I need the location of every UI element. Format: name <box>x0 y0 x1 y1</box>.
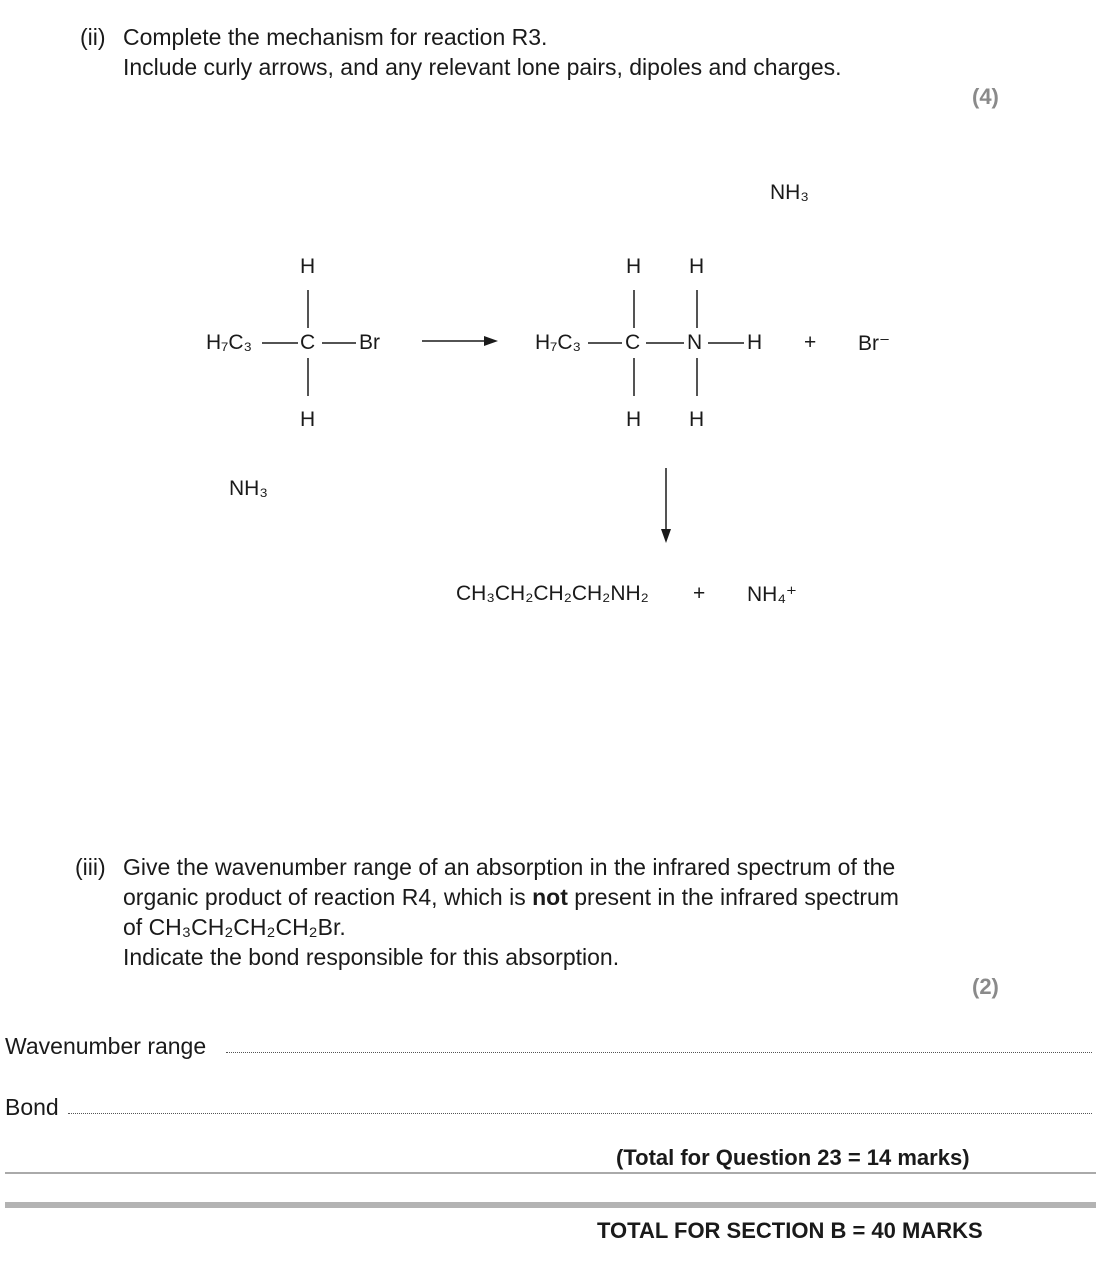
product-plus: + <box>693 582 706 605</box>
intermediate-carbon: C <box>625 331 641 354</box>
reactant-group: H₇C₃ <box>206 331 253 354</box>
reactant-h-top: H <box>300 255 316 278</box>
part-ii-line1: Complete the mechanism for reaction R3. <box>123 24 548 50</box>
part-iii-line3: of CH₃CH₂CH₂CH₂Br. <box>123 914 346 940</box>
reactant-bromine: Br <box>359 331 380 354</box>
mechanism-diagram <box>0 150 1098 790</box>
part-iii-line2: organic product of reaction R4, which is not present in the infrared spectrum <box>123 884 899 910</box>
reactant-carbon: C <box>300 331 316 354</box>
section-total: TOTAL FOR SECTION B = 40 MARKS <box>597 1218 983 1243</box>
reactant-h-bottom: H <box>300 408 316 431</box>
part-ii-marks: (4) <box>972 84 999 109</box>
product-ammonium: NH₄⁺ <box>747 583 797 606</box>
nucleophile-top: NH₃ <box>770 181 809 204</box>
intermediate-plus: + <box>804 331 817 354</box>
part-iii-line1: Give the wavenumber range of an absorption in the infrared spectrum of the <box>123 854 896 880</box>
intermediate-nitrogen: N <box>687 331 703 354</box>
bond-label: Bond <box>5 1094 59 1120</box>
bromide-ion: Br⁻ <box>858 332 891 355</box>
part-iii-line4: Indicate the bond responsible for this absorption. <box>123 944 620 970</box>
part-ii-number: (ii) <box>80 24 106 50</box>
reaction-arrow-head <box>484 336 498 346</box>
intermediate-h-n-top: H <box>689 255 705 278</box>
down-arrow-head <box>661 529 671 543</box>
part-iii-number: (iii) <box>75 854 106 880</box>
intermediate-h-c-top: H <box>626 255 642 278</box>
part-iii-question <box>75 852 975 970</box>
part-ii-line2: Include curly arrows, and any relevant lone pairs, dipoles and charges. <box>123 54 842 80</box>
part-ii-question <box>80 22 980 80</box>
intermediate-group: H₇C₃ <box>535 331 582 354</box>
section-divider <box>5 1202 1096 1208</box>
wavenumber-label: Wavenumber range <box>5 1033 207 1059</box>
nucleophile-left: NH₃ <box>229 477 268 500</box>
product-amine: CH₃CH₂CH₂CH₂NH₂ <box>456 582 649 605</box>
part-iii-marks: (2) <box>972 974 999 999</box>
question-total: (Total for Question 23 = 14 marks) <box>616 1145 970 1170</box>
intermediate-h-right: H <box>747 331 763 354</box>
intermediate-h-c-bottom: H <box>626 408 642 431</box>
wavenumber-answer-line[interactable] <box>226 1052 1092 1053</box>
bond-answer-line[interactable] <box>68 1113 1092 1114</box>
intermediate-h-n-bottom: H <box>689 408 705 431</box>
emphasis-not: not <box>532 884 568 910</box>
question-divider <box>5 1172 1096 1174</box>
